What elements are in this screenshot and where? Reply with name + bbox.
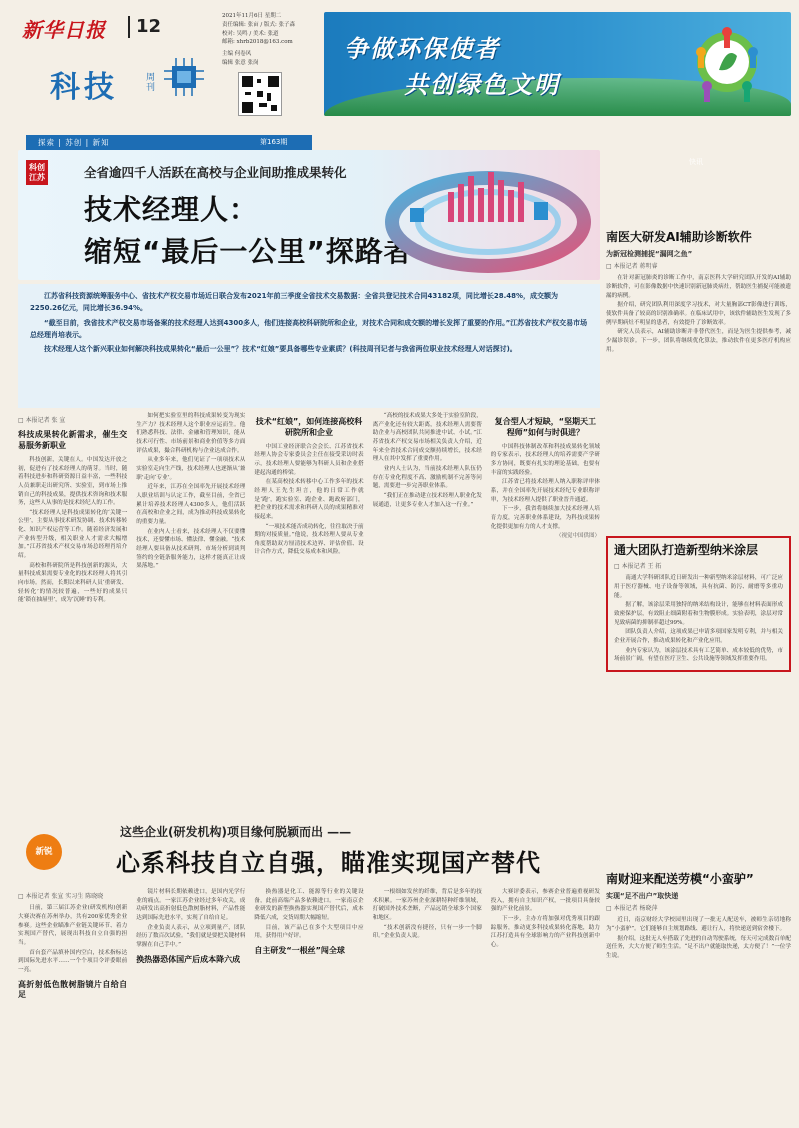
story2-subhead-2: 换热器恐体国产后成本降六成 <box>136 954 241 964</box>
body-paragraph: 下一步，主办方将加强对优秀项目的跟踪服务，推动更多科技成果转化落地，助力江苏打造具有全球影响力的产业科技创新中心。 <box>490 915 600 948</box>
body-paragraph: 近日，南京财经大学校园里出现了一批无人配送车，被师生亲切地称为“小蛮驴”。它们能够自主规划路线、避让行人，将快递送到宿舍楼下。 <box>606 917 791 933</box>
news-brief-rail <box>606 156 791 1124</box>
lead-column-4 <box>373 412 482 872</box>
story2-byline: □ 本报记者 张宣 实习生 陈晓晓 <box>18 893 104 900</box>
lead-summary <box>18 284 600 408</box>
lead-title-line-2[interactable]: 缩短“最后一公里”探路者 <box>84 235 413 268</box>
body-paragraph: 据介绍，研究团队利用深度学习技术，对大量胸部CT影像进行训练，使软件具备了较高的识别准确率。在临床试用中，该软件辅助医生发现了多例早期病灶不明显的患者，有效提升了诊断效率。 <box>606 302 791 326</box>
rail-story-3-body <box>606 916 791 960</box>
body-paragraph: 中国工业经济联合会会长、江苏省技术经理人协会专家委员会主任在接受采访时表示，技术经理人要能够为科研人员和企业搭建起沟通的桥梁。 <box>254 443 364 476</box>
rail-story-3 <box>606 872 791 962</box>
summary-paragraph: 江苏省科技资源统筹服务中心、省技术产权交易市场近日联合发布2021年前三季度全省技术交易数据：全省共登记技术合同43182项，同比增长28.48%，成交额为2250.26亿元，同比增长36.94%。 <box>30 292 558 313</box>
story2-column-5 <box>491 888 600 1124</box>
rail-tag: 快讯 <box>664 156 728 168</box>
body-paragraph: 业内人士认为，当前技术经理人队伍仍存在专业化程度不高、激励机制不完善等问题，需要进一步完善职业体系。 <box>372 465 482 490</box>
body-paragraph: 科技创新，关键在人。中国发达开放之初，促进有了技术经理人的萌芽。当时，随着科技进步和科研资源日益丰富，一些科技人员兼职走出研究所、实验室，到市场上推销自己的科技成果，提供技术咨询和技术服务，这些人从事的是技术经纪人的工作。 <box>18 456 128 507</box>
story2-column-4 <box>373 888 482 1124</box>
body-paragraph: 从业多年来，他们见证了一项项技术从实验室走向生产线，技术经理人也逐渐从‘兼职’走向‘专业’。 <box>136 457 246 481</box>
section-subtitle: 周刊 <box>146 73 156 93</box>
body-paragraph: 业内专家认为，该涂层技术具有工艺简单、成本较低的优势，市场前景广阔，有望在医疗卫生、公共设施等领域发挥重要作用。 <box>614 647 783 663</box>
chip-icon <box>158 54 212 102</box>
body-paragraph: “技术经理人是科技成果转化的‘关键一公里’，主要从事技术研发协调、技术转移转化、知识产权运营等工作。随着经济发展和产业转型升级，相关职业人才需求大幅增加。”江苏省技术产权交易市场总经理肖培介绍。 <box>18 509 128 560</box>
issue-proof: 校对: 吴鸣 / 美术: 张道 <box>222 30 279 37</box>
body-paragraph: 据介绍，这批无人车搭载了先进的自动驾驶系统，每天可完成数百单配送任务，大大方便了师生生活。“足不出户就能取快递，太方便了！”一位学生说。 <box>606 935 791 960</box>
body-paragraph: 研究人员表示，AI辅助诊断并非替代医生，而是为医生提供参考，减少漏诊误诊。下一步，团队将继续优化算法，推动软件在更多医疗机构应用。 <box>606 329 791 353</box>
rail-story-1-title[interactable]: 南医大研发AI辅助诊断软件 <box>606 230 752 244</box>
rail-story-3-byline: □ 本报记者 杨晓萍 <box>606 904 658 912</box>
story2-tag: 新锐 <box>26 834 62 870</box>
eco-people-icon <box>689 22 765 106</box>
body-paragraph: “一项技术能否成功转化，往往取决于前期的对接质量。”他说，技术经理人要从专业角度帮助双方厘清技术边界、评估价值、设计合作方式，降低交易成本和风险。 <box>254 523 364 556</box>
data-ring-illustration <box>358 152 598 280</box>
body-paragraph: 如何把实验室里的科技成果转变为现实生产力？技术经理人这个职业应运而生。他们熟悉科技、法律、金融和管理知识，能从技术可行性、市场前景和商业价值等多方面评估成果，撮合科研机构与企业达成合作。 <box>136 413 246 454</box>
summary-paragraph: “截至目前，我省技术产权交易市场备案的技术经理人达到4300多人，他们连接高校科研院所和企业，对技术合同和成交额的增长发挥了重要的作用。”江苏省技术产权交易市场总经理肖培表示。 <box>30 318 588 339</box>
rail-story-3-title[interactable]: 南财迎来配送劳模“小蛮驴” <box>606 872 754 886</box>
lead-subhead-1: 科技成果转化新需求，催生交易服务新职业 <box>18 430 128 451</box>
story2-column-1 <box>18 888 127 1124</box>
lead-kicker: 全省逾四千人活跃在高校与企业间助推成果转化 <box>84 165 347 180</box>
rail-story-1-sub: 为新冠检测捕捉“漏网之鱼” <box>606 249 693 258</box>
issue-editors: 责任编辑: 张亩 / 版式: 张子森 <box>222 21 296 28</box>
body-paragraph: 在业内人士看来，技术经理人不仅要懂技术，还要懂市场、懂法律、懂金融。“技术经理人要具备从技术研判、市场分析到谈判签约的全链条服务能力，这样才能真正让成果落地。” <box>136 528 246 570</box>
eco-banner <box>324 12 791 116</box>
body-paragraph: “技术创新没有捷径，只有一步一个脚印。”企业负责人说。 <box>372 924 482 940</box>
banner-line-2: 共创绿色文明 <box>404 71 560 99</box>
issue-number: 第163期 <box>260 138 288 146</box>
editor-list <box>222 50 318 69</box>
lead-byline: □ 本报记者 张 宣 <box>18 417 66 424</box>
body-paragraph: 据了解，该涂层采用独特的纳米结构设计，能够在材料表面形成致密保护层，有效阻止细菌附着和生物膜形成。实验表明，涂层对常见致病菌的抑制率超过99%。 <box>614 602 783 626</box>
summary-paragraph: 技术经理人这个新兴职业如何解决科技成果转化“最后一公里”？技术“红娘”要具备哪些专业素质？(科技周刊记者与我省两位职业技术经理人对话探讨)。 <box>44 345 517 353</box>
lead-columns <box>18 412 600 872</box>
body-paragraph: 近年来，江苏在全国率先开展技术经理人职业培训与认定工作，截至目前，全省已累计培养技术经理人4300多人，他们活跃在高校和企业之间，成为推动科技成果转化的重要力量。 <box>136 484 246 525</box>
body-paragraph: 江苏省已将技术经理人纳入职称评审体系，并在全国率先开展技术经纪专业职称评审，为技术经理人提供了职业晋升通道。 <box>490 479 600 503</box>
story2-subhead-1: 高折射低色散树脂镜片自给自足 <box>18 979 128 1000</box>
story2-column-3 <box>254 888 363 1124</box>
body-paragraph: 南通大学科研团队近日研发出一种新型纳米涂层材料，可广泛应用于医疗器械、电子设备等领域，具有抗菌、防污、耐磨等多重功能。 <box>614 575 783 599</box>
rail-story-1-body <box>606 274 791 354</box>
body-paragraph: 首台套产品填补国内空白，技术指标达到国际先进水平……一个个项目令评委眼前一亮。 <box>18 949 128 973</box>
issue-date: 2021年11月6日 星期二 <box>222 13 282 19</box>
lead-hero <box>18 150 600 280</box>
rail-story-1 <box>606 230 791 355</box>
section-nav[interactable]: 探索 | 苏创 | 新知 <box>26 135 312 150</box>
body-paragraph: “我们正在推动建立技术经理人职业化发展通道，让更多专业人才加入这一行业。” <box>372 492 482 508</box>
body-paragraph: 大赛评委表示，参赛企业普遍重视研发投入，拥有自主知识产权，一批项目具备较强的产业化前景。 <box>490 889 600 913</box>
second-story <box>18 824 600 1124</box>
lead-story <box>18 150 600 604</box>
lead-column-1 <box>18 412 127 872</box>
photo-credit: （视觉中国供图） <box>555 533 600 540</box>
editor-line: 编辑 张意 张岗 <box>222 60 259 67</box>
editor-line: 主编 何卷风 <box>222 51 252 57</box>
masthead <box>8 4 791 152</box>
section-title: 科技 <box>50 70 118 105</box>
page-number: 12 <box>128 16 161 38</box>
body-paragraph: 企业负责人表示，从立项到量产，团队经历了数百次试验。“我们就是要把关键材料掌握在自己手中。” <box>136 924 246 948</box>
rail-story-2 <box>606 536 791 672</box>
story2-title[interactable]: 心系科技自立自强，瞄准实现国产替代 <box>116 849 541 877</box>
body-paragraph: 一根细如发丝的纤维，背后是多年的技术积累。一家苏州企业深耕特种纤维领域，打破国外技术垄断，产品远销全球多个国家和地区。 <box>372 889 482 921</box>
rail-story-2-body <box>614 574 783 664</box>
story2-columns <box>18 888 600 1124</box>
lead-subhead-2: 技术“红娘”，如何连接高校科研院所和企业 <box>255 417 363 437</box>
issue-info <box>222 12 295 47</box>
body-paragraph: 高校和科研院所是科技创新的源头，大量科技成果需要专业化的技术经理人将其引向市场。然而，长期以来科研人员‘重研发、轻转化’的情况较普遍，一些好的成果只能‘锁在抽屉里’，成为‘沉睡’的专利。 <box>18 562 128 604</box>
issue-email: 邮箱: xhrb2018@163.com <box>222 39 293 46</box>
rail-story-3-sub: 实现“足不出户”取快递 <box>606 891 679 900</box>
body-paragraph: 目前，该产品已在多个大型项目中应用，获得用户好评。 <box>254 924 364 940</box>
story2-column-2 <box>136 888 245 1124</box>
body-paragraph: 在针对新冠肺炎的诊断工作中，南京医科大学研究团队开发的AI辅助诊断软件，可在影像数据中快速识别新冠肺炎病灶，帮助医生捕捉可能被遗漏的病例。 <box>606 275 791 299</box>
body-paragraph: 日前，第三届江苏企业(研发机构)创新大赛决赛在苏州举办，共有200家优秀企业参赛。这些企业瞄准产业链关键环节、着力实现国产替代，展现出科技自立自强的担当。 <box>18 905 128 946</box>
rail-story-2-byline: □ 本报记者 王 拓 <box>614 562 662 570</box>
lead-column-2 <box>136 412 245 872</box>
story2-subhead-3: 自主研发“一根丝”闯全球 <box>254 945 345 955</box>
body-paragraph: 换热器是化工、能源等行业的关键设备，此前高端产品多依赖进口。一家南京企业研发的新型换热器实现国产替代后，成本降低六成，交货周期大幅缩短。 <box>254 889 364 921</box>
body-paragraph: “高校的技术成果大多处于实验室阶段，离产业化还有较大距离，技术经理人需要帮助企业与高校团队共同推进中试、小试。”江苏省技术产权交易市场相关负责人介绍，近年来全省技术合同成交额持续增长，技术经理人在其中发挥了重要作用。 <box>372 413 482 463</box>
body-paragraph: 中国科技体制改革和科技成果转化领域的专家表示，技术经理人的培养需要产学研多方协同，既要有扎实的理论基础，也要有丰富的实践经验。 <box>490 443 600 476</box>
body-paragraph: 下一步，我省将继续加大技术经理人培育力度，完善职业体系建设，为科技成果转化提供更加有力的人才支撑。 <box>490 506 600 530</box>
lead-column-3 <box>254 412 363 872</box>
qr-code-icon[interactable] <box>238 72 282 116</box>
rail-story-1-byline: □ 本报记者 蒋明睿 <box>606 262 658 270</box>
banner-line-1: 争做环保使者 <box>344 35 500 63</box>
lead-tag: 科创江苏 <box>26 160 48 185</box>
lead-subhead-3: 复合型人才短缺，“坚期天工程师”如何与时俱进？ <box>494 417 597 437</box>
lead-column-5 <box>491 412 600 872</box>
body-paragraph: 镜片材料长期依赖进口，是国内光学行业的痛点。一家江苏企业经过多年攻关，成功研发出高折射低色散树脂材料，产品性能达到国际先进水平，实现了自给自足。 <box>136 889 246 921</box>
newspaper-brand[interactable]: 新华日报 <box>22 18 106 42</box>
story2-kicker: 这些企业(研发机构)项目缘何脱颖而出 —— <box>120 825 352 839</box>
rail-story-2-title[interactable]: 通大团队打造新型纳米涂层 <box>614 543 759 557</box>
body-paragraph: 在某高校技术转移中心工作多年的技术经理人王先生坦言，他的日常工作就是‘跑’，跑实验室、跑企业、跑政府部门，把企业的技术需求和科研人员的成果精准对接起来。 <box>254 479 364 520</box>
lead-title-line-1[interactable]: 技术经理人： <box>84 193 259 226</box>
body-paragraph: 团队负责人介绍，这项成果已申请多项国家发明专利，并与相关企业开展合作，推动成果转化和产业化应用。 <box>614 629 783 644</box>
